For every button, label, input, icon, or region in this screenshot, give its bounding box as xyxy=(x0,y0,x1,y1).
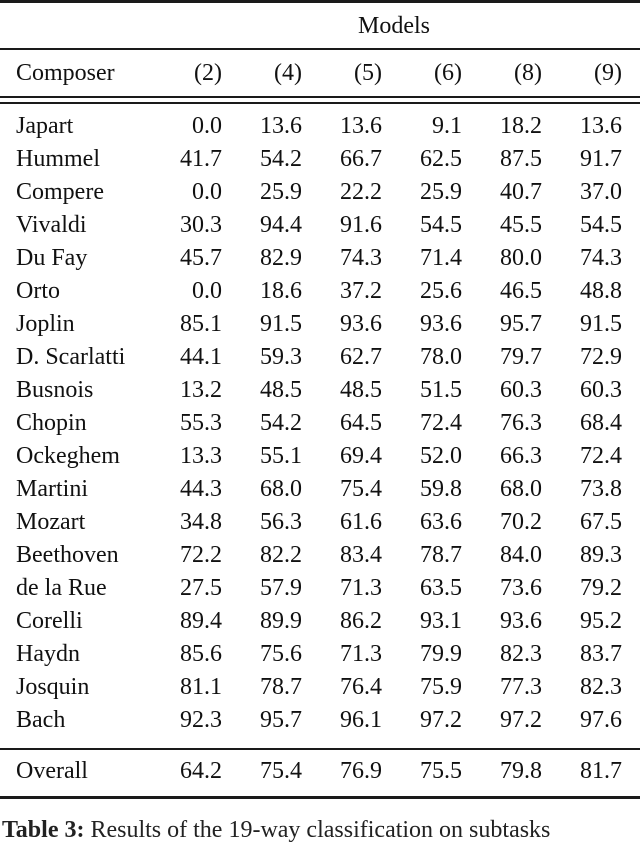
accuracy-value: 95.7 xyxy=(500,311,542,337)
accuracy-value: 78.7 xyxy=(420,542,462,568)
accuracy-value: 25.6 xyxy=(420,278,462,304)
accuracy-value: 69.4 xyxy=(340,443,382,469)
accuracy-value: 83.7 xyxy=(580,641,622,667)
accuracy-value: 63.5 xyxy=(420,575,462,601)
accuracy-value: 85.1 xyxy=(180,311,222,337)
table-row xyxy=(0,110,640,143)
composer-name: Corelli xyxy=(16,608,83,634)
accuracy-value: 66.3 xyxy=(500,443,542,469)
overall-value: 64.2 xyxy=(180,758,222,784)
accuracy-value: 25.9 xyxy=(260,179,302,205)
table-row xyxy=(0,374,640,407)
table-row xyxy=(0,473,640,506)
composer-name: Du Fay xyxy=(16,245,88,271)
accuracy-value: 0.0 xyxy=(192,278,222,304)
group-header-rule xyxy=(0,48,640,50)
overall-row xyxy=(0,755,640,788)
overall-value: 81.7 xyxy=(580,758,622,784)
accuracy-value: 84.0 xyxy=(500,542,542,568)
composer-name: Compere xyxy=(16,179,104,205)
accuracy-value: 68.4 xyxy=(580,410,622,436)
accuracy-value: 13.2 xyxy=(180,377,222,403)
column-header-row xyxy=(0,57,640,90)
accuracy-value: 48.8 xyxy=(580,278,622,304)
accuracy-value: 67.5 xyxy=(580,509,622,535)
accuracy-value: 63.6 xyxy=(420,509,462,535)
accuracy-value: 73.6 xyxy=(500,575,542,601)
overall-value: 76.9 xyxy=(340,758,382,784)
accuracy-value: 52.0 xyxy=(420,443,462,469)
table-row xyxy=(0,143,640,176)
accuracy-value: 37.0 xyxy=(580,179,622,205)
accuracy-value: 93.1 xyxy=(420,608,462,634)
composer-name: Ockeghem xyxy=(16,443,120,469)
table-row xyxy=(0,704,640,737)
accuracy-value: 34.8 xyxy=(180,509,222,535)
accuracy-value: 41.7 xyxy=(180,146,222,172)
accuracy-value: 0.0 xyxy=(192,113,222,139)
composer-name: Busnois xyxy=(16,377,94,403)
accuracy-value: 61.6 xyxy=(340,509,382,535)
column-header-model-5: (5) xyxy=(354,60,382,86)
accuracy-value: 93.6 xyxy=(420,311,462,337)
column-header-model-9: (9) xyxy=(594,60,622,86)
overall-value: 75.4 xyxy=(260,758,302,784)
accuracy-value: 18.6 xyxy=(260,278,302,304)
composer-name: de la Rue xyxy=(16,575,107,601)
accuracy-value: 82.3 xyxy=(580,674,622,700)
accuracy-value: 57.9 xyxy=(260,575,302,601)
accuracy-value: 83.4 xyxy=(340,542,382,568)
composer-name: Japart xyxy=(16,113,74,139)
accuracy-value: 96.1 xyxy=(340,707,382,733)
accuracy-value: 40.7 xyxy=(500,179,542,205)
table-row xyxy=(0,341,640,374)
accuracy-value: 91.5 xyxy=(580,311,622,337)
composer-name: Joplin xyxy=(16,311,75,337)
accuracy-value: 80.0 xyxy=(500,245,542,271)
accuracy-value: 86.2 xyxy=(340,608,382,634)
accuracy-value: 91.7 xyxy=(580,146,622,172)
accuracy-value: 9.1 xyxy=(432,113,462,139)
table-row xyxy=(0,209,640,242)
table-row xyxy=(0,506,640,539)
accuracy-value: 48.5 xyxy=(340,377,382,403)
accuracy-value: 18.2 xyxy=(500,113,542,139)
accuracy-value: 46.5 xyxy=(500,278,542,304)
accuracy-value: 25.9 xyxy=(420,179,462,205)
models-group-header: Models xyxy=(358,13,430,39)
accuracy-value: 56.3 xyxy=(260,509,302,535)
table-row xyxy=(0,308,640,341)
composer-name: Beethoven xyxy=(16,542,119,568)
accuracy-value: 93.6 xyxy=(500,608,542,634)
table-row xyxy=(0,572,640,605)
accuracy-value: 94.4 xyxy=(260,212,302,238)
column-header-model-8: (8) xyxy=(514,60,542,86)
accuracy-value: 62.7 xyxy=(340,344,382,370)
overall-value: 79.8 xyxy=(500,758,542,784)
accuracy-value: 75.4 xyxy=(340,476,382,502)
accuracy-value: 22.2 xyxy=(340,179,382,205)
accuracy-value: 91.5 xyxy=(260,311,302,337)
accuracy-value: 97.2 xyxy=(500,707,542,733)
accuracy-value: 59.3 xyxy=(260,344,302,370)
accuracy-value: 68.0 xyxy=(260,476,302,502)
accuracy-value: 95.2 xyxy=(580,608,622,634)
accuracy-value: 81.1 xyxy=(180,674,222,700)
accuracy-value: 72.9 xyxy=(580,344,622,370)
column-header-model-6: (6) xyxy=(434,60,462,86)
top-rule xyxy=(0,0,640,3)
composer-name: Orto xyxy=(16,278,60,304)
accuracy-value: 70.2 xyxy=(500,509,542,535)
accuracy-value: 71.4 xyxy=(420,245,462,271)
table-row xyxy=(0,242,640,275)
caption-label: Table 3: xyxy=(2,817,85,843)
accuracy-value: 55.3 xyxy=(180,410,222,436)
accuracy-value: 59.8 xyxy=(420,476,462,502)
accuracy-value: 89.9 xyxy=(260,608,302,634)
overall-label: Overall xyxy=(16,758,88,784)
table-row xyxy=(0,638,640,671)
accuracy-value: 66.7 xyxy=(340,146,382,172)
accuracy-value: 37.2 xyxy=(340,278,382,304)
table-caption xyxy=(2,815,550,845)
accuracy-value: 76.4 xyxy=(340,674,382,700)
composer-name: Mozart xyxy=(16,509,86,535)
composer-name: Vivaldi xyxy=(16,212,87,238)
accuracy-value: 44.1 xyxy=(180,344,222,370)
composer-name: Hummel xyxy=(16,146,100,172)
accuracy-value: 76.3 xyxy=(500,410,542,436)
accuracy-value: 72.4 xyxy=(420,410,462,436)
accuracy-value: 89.3 xyxy=(580,542,622,568)
composer-name: D. Scarlatti xyxy=(16,344,126,370)
accuracy-value: 51.5 xyxy=(420,377,462,403)
overall-value: 75.5 xyxy=(420,758,462,784)
accuracy-value: 79.7 xyxy=(500,344,542,370)
bottom-rule xyxy=(0,796,640,799)
table-row xyxy=(0,605,640,638)
accuracy-value: 85.6 xyxy=(180,641,222,667)
header-double-rule-top xyxy=(0,96,640,98)
accuracy-value: 75.9 xyxy=(420,674,462,700)
accuracy-value: 73.8 xyxy=(580,476,622,502)
accuracy-value: 97.2 xyxy=(420,707,462,733)
column-header-composer: Composer xyxy=(16,60,115,86)
accuracy-value: 54.5 xyxy=(580,212,622,238)
accuracy-value: 60.3 xyxy=(580,377,622,403)
accuracy-value: 78.7 xyxy=(260,674,302,700)
accuracy-value: 45.5 xyxy=(500,212,542,238)
accuracy-value: 62.5 xyxy=(420,146,462,172)
accuracy-value: 91.6 xyxy=(340,212,382,238)
accuracy-value: 54.2 xyxy=(260,410,302,436)
accuracy-value: 54.5 xyxy=(420,212,462,238)
accuracy-value: 54.2 xyxy=(260,146,302,172)
accuracy-value: 71.3 xyxy=(340,575,382,601)
accuracy-value: 13.6 xyxy=(580,113,622,139)
composer-name: Bach xyxy=(16,707,66,733)
overall-rule xyxy=(0,748,640,750)
accuracy-value: 45.7 xyxy=(180,245,222,271)
accuracy-value: 71.3 xyxy=(340,641,382,667)
column-header-model-4: (4) xyxy=(274,60,302,86)
accuracy-value: 74.3 xyxy=(340,245,382,271)
accuracy-value: 87.5 xyxy=(500,146,542,172)
table-row xyxy=(0,176,640,209)
composer-name: Chopin xyxy=(16,410,87,436)
composer-name: Martini xyxy=(16,476,88,502)
header-double-rule-bottom xyxy=(0,102,640,104)
table-row xyxy=(0,440,640,473)
accuracy-value: 13.6 xyxy=(340,113,382,139)
accuracy-value: 79.9 xyxy=(420,641,462,667)
table-row xyxy=(0,539,640,572)
accuracy-value: 79.2 xyxy=(580,575,622,601)
accuracy-value: 60.3 xyxy=(500,377,542,403)
accuracy-value: 95.7 xyxy=(260,707,302,733)
accuracy-value: 82.9 xyxy=(260,245,302,271)
table-row xyxy=(0,671,640,704)
accuracy-value: 97.6 xyxy=(580,707,622,733)
accuracy-value: 44.3 xyxy=(180,476,222,502)
accuracy-value: 0.0 xyxy=(192,179,222,205)
accuracy-value: 82.3 xyxy=(500,641,542,667)
accuracy-value: 82.2 xyxy=(260,542,302,568)
accuracy-value: 78.0 xyxy=(420,344,462,370)
caption-text: Results of the 19-way classification on subtasks xyxy=(90,817,551,843)
accuracy-value: 75.6 xyxy=(260,641,302,667)
accuracy-value: 48.5 xyxy=(260,377,302,403)
accuracy-value: 30.3 xyxy=(180,212,222,238)
accuracy-value: 68.0 xyxy=(500,476,542,502)
accuracy-value: 92.3 xyxy=(180,707,222,733)
accuracy-value: 89.4 xyxy=(180,608,222,634)
table-row xyxy=(0,275,640,308)
composer-name: Josquin xyxy=(16,674,90,700)
accuracy-value: 13.6 xyxy=(260,113,302,139)
column-header-model-2: (2) xyxy=(194,60,222,86)
table-row xyxy=(0,407,640,440)
accuracy-value: 93.6 xyxy=(340,311,382,337)
accuracy-value: 27.5 xyxy=(180,575,222,601)
accuracy-value: 72.4 xyxy=(580,443,622,469)
accuracy-value: 13.3 xyxy=(180,443,222,469)
accuracy-value: 74.3 xyxy=(580,245,622,271)
accuracy-value: 64.5 xyxy=(340,410,382,436)
accuracy-value: 72.2 xyxy=(180,542,222,568)
composer-name: Haydn xyxy=(16,641,80,667)
accuracy-value: 77.3 xyxy=(500,674,542,700)
accuracy-value: 55.1 xyxy=(260,443,302,469)
